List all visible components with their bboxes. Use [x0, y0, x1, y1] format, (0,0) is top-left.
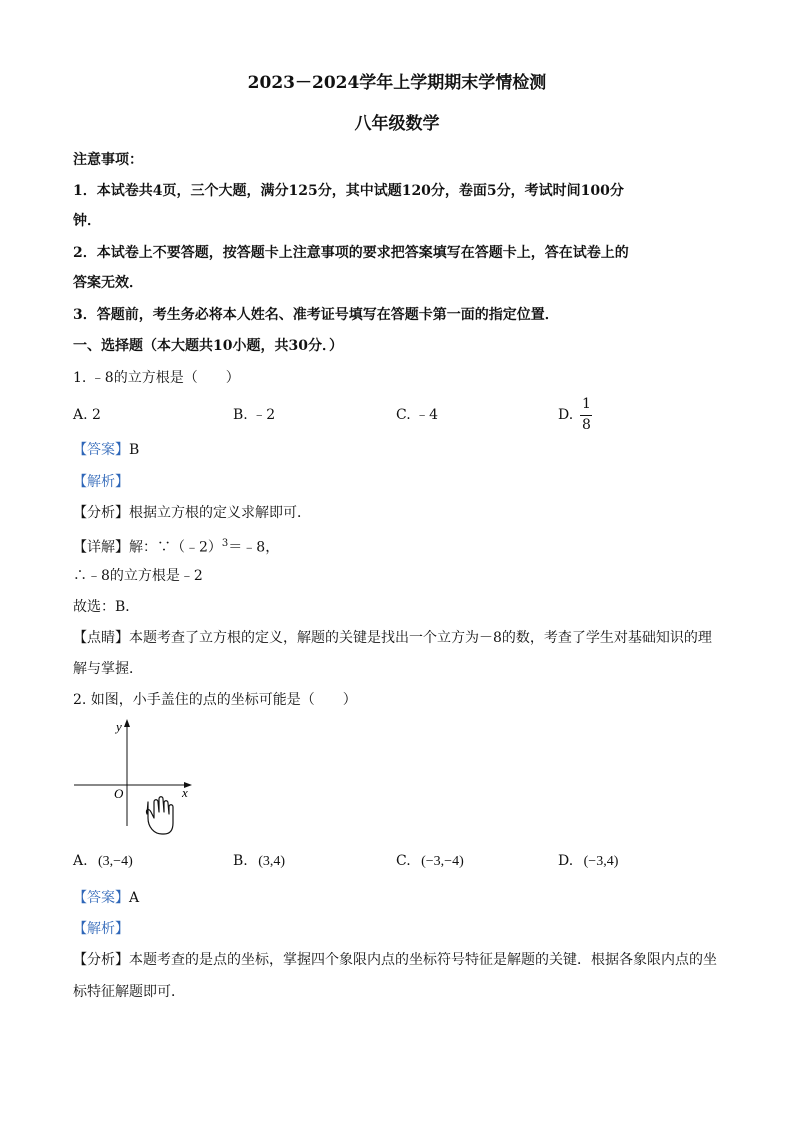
notice-item-1-cont: 钟． — [73, 213, 101, 229]
q1-answer — [73, 440, 139, 460]
notice-heading: 注意事项： — [73, 152, 143, 168]
q1-option-d-letter: D. — [558, 407, 574, 423]
q1-dianjing — [73, 628, 712, 648]
q1-xiangjie — [73, 534, 279, 558]
option-a-letter: A. — [73, 853, 88, 869]
q1-therefore: ∴﹣8的立方根是﹣2 — [73, 568, 203, 584]
xiangjie-text-end: ＝﹣8， — [228, 539, 280, 556]
xiangjie-exponent: 3 — [221, 538, 229, 549]
q2-option-b — [233, 851, 285, 872]
fenxi-text: 本题考查的是点的坐标，掌握四个象限内点的坐标符号特征是解题的关键．根据各象限内点的坐 — [129, 952, 717, 968]
fenxi-tag: 【分析】 — [73, 505, 129, 521]
q1-choose: 故选：B． — [73, 599, 140, 615]
x-axis-label: x — [182, 785, 188, 800]
dianjing-text: 本题考查了立方根的定义，解题的关键是找出一个立方为－8的数，考查了学生对基础知识的理 — [129, 630, 712, 646]
q1-option-c: C. ﹣4 — [396, 407, 439, 423]
option-d-letter: D. — [558, 853, 574, 869]
section-heading: 一、选择题（本大题共10小题，共30分．） — [73, 338, 343, 354]
option-c-letter: C. — [396, 853, 411, 869]
fenxi-tag: 【分析】 — [73, 952, 129, 968]
q1-stem: 1. ﹣8的立方根是（ ） — [73, 370, 240, 386]
xiangjie-tag: 【详解】 — [73, 539, 129, 556]
analysis-tag: 【解析】 — [73, 474, 129, 490]
fraction-denominator: 8 — [582, 417, 591, 433]
y-axis-arrow-icon — [124, 719, 130, 727]
q1-fenxi — [73, 503, 311, 523]
q1-analysis-heading — [73, 472, 129, 492]
q2-analysis-heading — [73, 919, 129, 939]
origin-label: O — [114, 786, 124, 801]
notice-item-1: 1．本试卷共4页，三个大题，满分125分，其中试题120分，卷面5分，考试时间100分 — [73, 183, 624, 199]
option-c-value: (−3,−4) — [421, 854, 464, 869]
answer-value: A — [129, 890, 140, 906]
q2-option-a — [73, 851, 133, 872]
page-title: 2023－2024学年上学期期末学情检测 — [247, 73, 547, 93]
option-a-value: (3,−4) — [98, 854, 133, 869]
page-subtitle: 八年级数学 — [354, 114, 440, 134]
xiangjie-text: 解：∵（﹣2） — [129, 539, 222, 556]
analysis-tag: 【解析】 — [73, 921, 129, 937]
dianjing-tag: 【点睛】 — [73, 630, 129, 646]
answer-tag: 【答案】 — [73, 890, 129, 906]
q2-option-d — [558, 851, 618, 872]
y-axis-label: y — [116, 719, 122, 734]
answer-value: B — [129, 442, 140, 458]
hand-icon — [146, 797, 173, 834]
q1-option-a: A. 2 — [73, 407, 101, 423]
q2-option-c — [396, 851, 464, 872]
option-b-letter: B. — [233, 853, 248, 869]
q2-answer — [73, 888, 139, 908]
q2-fenxi-cont: 标特征解题即可． — [73, 984, 185, 1000]
notice-item-2: 2．本试卷上不要答题，按答题卡上注意事项的要求把答案填写在答题卡上，答在试卷上的 — [73, 245, 629, 261]
option-b-value: (3,4) — [258, 854, 286, 869]
option-d-value: (−3,4) — [583, 854, 619, 869]
q2-stem: 2. 如图，小手盖住的点的坐标可能是（ ） — [73, 692, 357, 708]
notice-item-3: 3．答题前，考生务必将本人姓名、准考证号填写在答题卡第一面的指定位置． — [73, 307, 559, 323]
fenxi-text: 根据立方根的定义求解即可． — [129, 505, 311, 521]
fraction-numerator: 1 — [582, 396, 591, 412]
q1-option-b: B. ﹣2 — [233, 407, 276, 423]
fraction-bar — [580, 415, 592, 416]
q1-dianjing-cont: 解与掌握． — [73, 661, 143, 677]
notice-item-2-cont: 答案无效． — [73, 275, 143, 291]
q2-fenxi — [73, 950, 717, 970]
coordinate-graph — [68, 716, 208, 836]
answer-tag: 【答案】 — [73, 442, 129, 458]
